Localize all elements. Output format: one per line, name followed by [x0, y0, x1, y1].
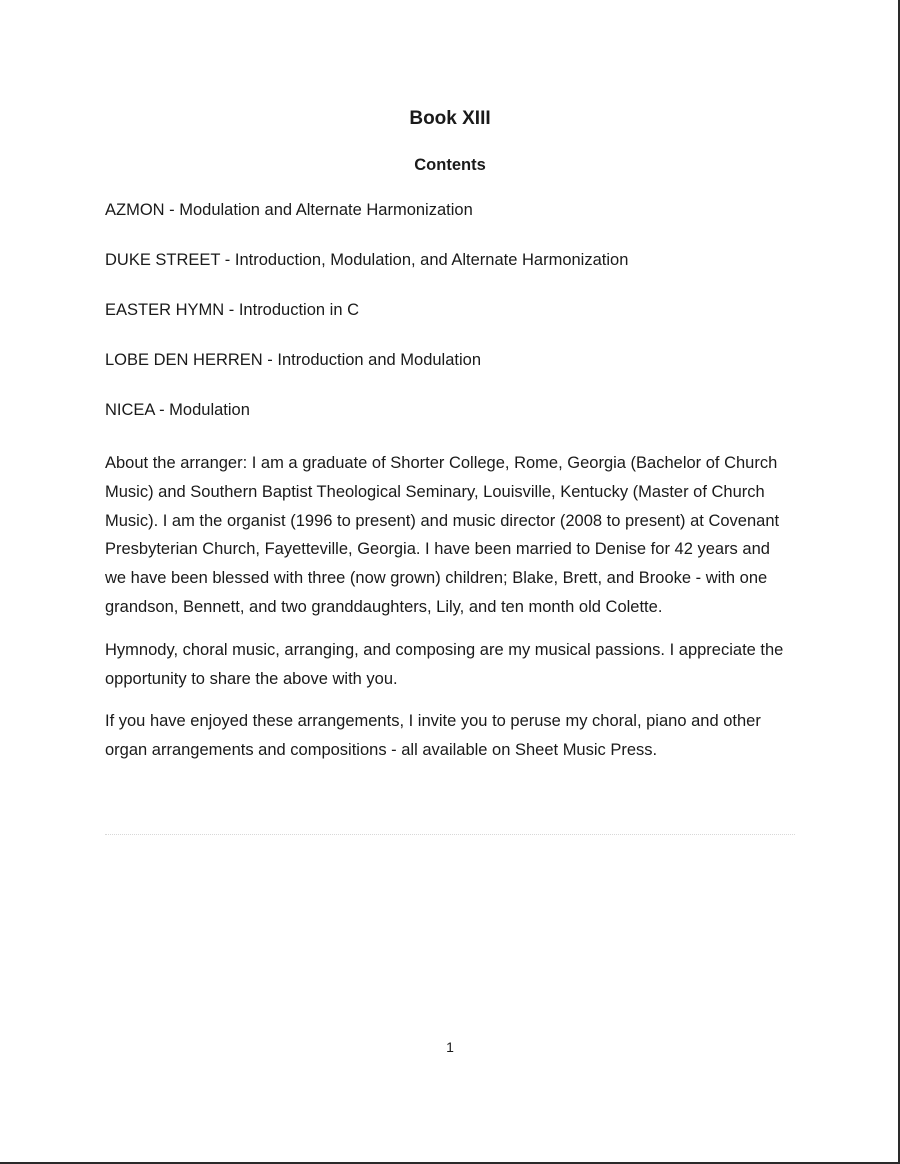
contents-item-lobe-den-herren: LOBE DEN HERREN - Introduction and Modulation — [105, 351, 482, 369]
contents-item-duke-street: DUKE STREET - Introduction, Modulation, and Alternate Harmonization — [105, 251, 629, 269]
contents-heading: Contents — [414, 156, 486, 174]
contents-item-easter-hymn: EASTER HYMN - Introduction in C — [105, 301, 359, 319]
page-number: 1 — [446, 1039, 454, 1055]
about-arranger-paragraph: About the arranger: I am a graduate of Shorter College, Rome, Georgia (Bachelor of Church Music) and Southern Baptist Theological Seminary, Louisville, Kentucky (Master of Church Music). I am the organist (1996 to present) and music director (2008 to present) at Covenant Presbyterian Church, Fayetteville, Georgia. I have been married to Denise for 42 years and we have been blessed with three (now grown) children; Blake, Brett, and Brooke - with one grandson, Bennett, and two granddaughters, Lily, and ten month old Colette. — [105, 454, 780, 616]
arranger-notes — [105, 449, 795, 779]
invitation-paragraph: If you have enjoyed these arrangements, I invite you to peruse my choral, piano and other organ arrangements and compositions - all available on Sheet Music Press. — [105, 712, 761, 760]
contents-list — [105, 199, 805, 449]
page-title: Book XIII — [409, 108, 491, 129]
musical-passions-paragraph: Hymnody, choral music, arranging, and composing are my musical passions. I appreciate the opportunity to share the above with you. — [105, 640, 784, 688]
contents-item-azmon: AZMON - Modulation and Alternate Harmonization — [105, 201, 473, 219]
contents-item-nicea: NICEA - Modulation — [105, 401, 250, 419]
section-divider — [105, 834, 795, 835]
